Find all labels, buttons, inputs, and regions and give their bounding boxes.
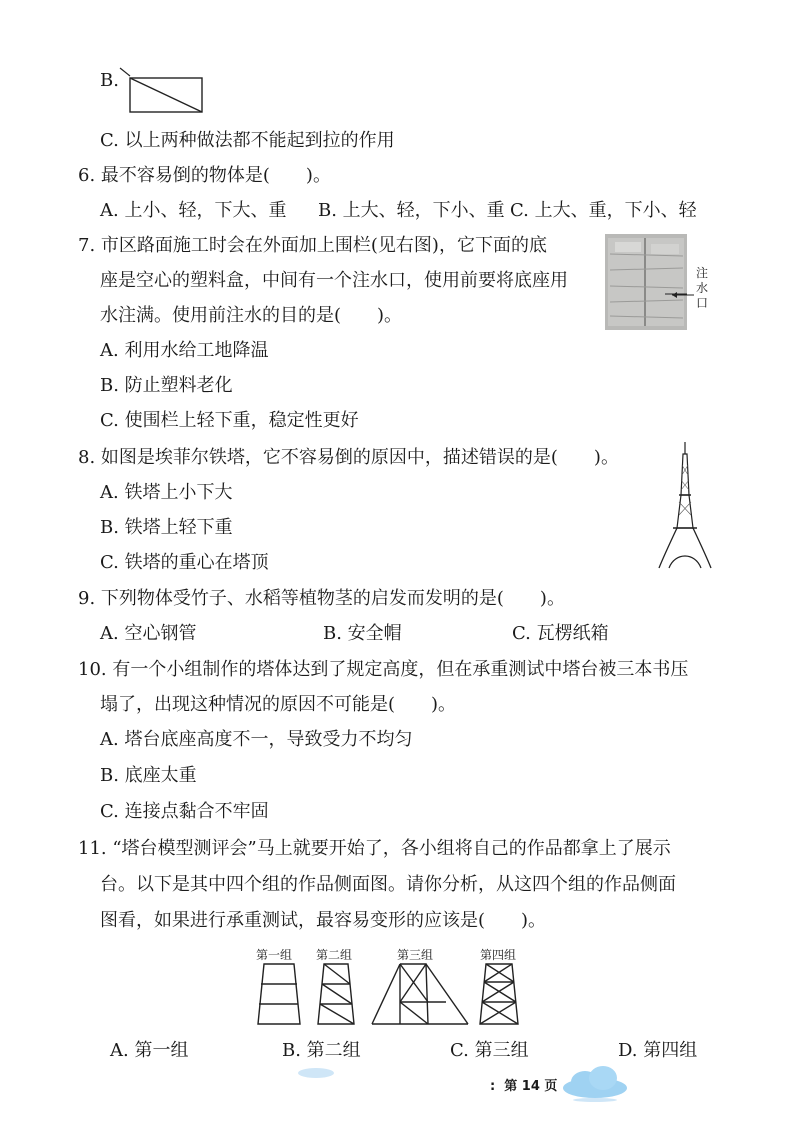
- q10-stem-line-1: 10. 有一个小组制作的塔体达到了规定高度，但在承重测试中塔台被三本书压: [78, 659, 689, 680]
- q8-option-b[interactable]: B. 铁塔上轻下重: [100, 517, 233, 538]
- q5-option-b-figure: [118, 66, 208, 116]
- q7-option-a[interactable]: A. 利用水给工地降温: [100, 340, 269, 361]
- group-1-label: 第一组: [256, 948, 293, 962]
- q6-option-b[interactable]: B. 上大、轻，下小、重: [318, 200, 505, 221]
- q10-stem-line-2: 塌了，出现这种情况的原因不可能是( )。: [100, 694, 457, 715]
- eiffel-tower-icon: [655, 440, 715, 572]
- group-2-tower: [318, 964, 354, 1024]
- q11-option-d[interactable]: D. 第四组: [618, 1040, 698, 1061]
- tower-models-figure: [250, 962, 530, 1028]
- q11-stem-line-3: 图看，如果进行承重测试，最容易变形的应该是( )。: [100, 910, 547, 931]
- q11-option-a[interactable]: A. 第一组: [110, 1040, 189, 1061]
- cloud-footer-icon: [555, 1062, 635, 1102]
- group-4-tower: [480, 964, 518, 1024]
- group-2-label: 第二组: [316, 948, 353, 962]
- q7-stem-line-3: 水注满。使用前注水的目的是( )。: [100, 305, 403, 326]
- q7-fence-photo: [605, 234, 687, 330]
- q11-stem-line-2: 台。以下是其中四个组的作品侧面图。请你分析，从这四个组的作品侧面: [100, 874, 676, 895]
- group-3-tower: [372, 964, 468, 1024]
- q10-option-b[interactable]: B. 底座太重: [100, 765, 197, 786]
- q7-option-c[interactable]: C. 使围栏上轻下重，稳定性更好: [100, 410, 359, 431]
- q11-option-b[interactable]: B. 第二组: [282, 1040, 361, 1061]
- q11-option-c[interactable]: C. 第三组: [450, 1040, 529, 1061]
- q8-option-a[interactable]: A. 铁塔上小下大: [100, 482, 233, 503]
- q6-option-a[interactable]: A. 上小、轻，下大、重: [100, 200, 287, 221]
- q7-stem-line-1: 7. 市区路面施工时会在外面加上围栏(见右图)，它下面的底: [78, 235, 547, 256]
- q5-option-b-label: B.: [100, 70, 119, 91]
- page-number: : 第 14 页: [490, 1079, 558, 1094]
- group-1-tower: [258, 964, 300, 1024]
- q11-stem-line-1: 11. “塔台模型测评会”马上就要开始了，各小组将自己的作品都拿上了展示: [78, 838, 671, 859]
- q6-stem: 6. 最不容易倒的物体是( )。: [78, 165, 331, 186]
- group-3-label: 第三组: [397, 948, 434, 962]
- q6-option-c[interactable]: C. 上大、重，下小、轻: [510, 200, 697, 221]
- q8-stem: 8. 如图是埃菲尔铁塔，它不容易倒的原因中，描述错误的是( )。: [78, 447, 619, 468]
- q7-fill-port-label: 注 水 口: [696, 266, 709, 310]
- q10-option-a[interactable]: A. 塔台底座高度不一，导致受力不均匀: [100, 729, 413, 750]
- q8-option-c[interactable]: C. 铁塔的重心在塔顶: [100, 552, 269, 573]
- q9-stem: 9. 下列物体受竹子、水稻等植物茎的启发而发明的是( )。: [78, 588, 565, 609]
- cloud-decoration-icon: [296, 1064, 336, 1078]
- q7-stem-line-2: 座是空心的塑料盒，中间有一个注水口，使用前要将底座用: [100, 270, 568, 291]
- group-4-label: 第四组: [480, 948, 517, 962]
- q10-option-c[interactable]: C. 连接点黏合不牢固: [100, 801, 269, 822]
- q9-option-a[interactable]: A. 空心钢管: [100, 623, 197, 644]
- q9-option-c[interactable]: C. 瓦楞纸箱: [512, 623, 609, 644]
- q7-fill-port-arrow: [672, 292, 696, 298]
- q7-option-b[interactable]: B. 防止塑料老化: [100, 375, 233, 396]
- q5-option-c[interactable]: C. 以上两种做法都不能起到拉的作用: [100, 130, 395, 151]
- q9-option-b[interactable]: B. 安全帽: [323, 623, 402, 644]
